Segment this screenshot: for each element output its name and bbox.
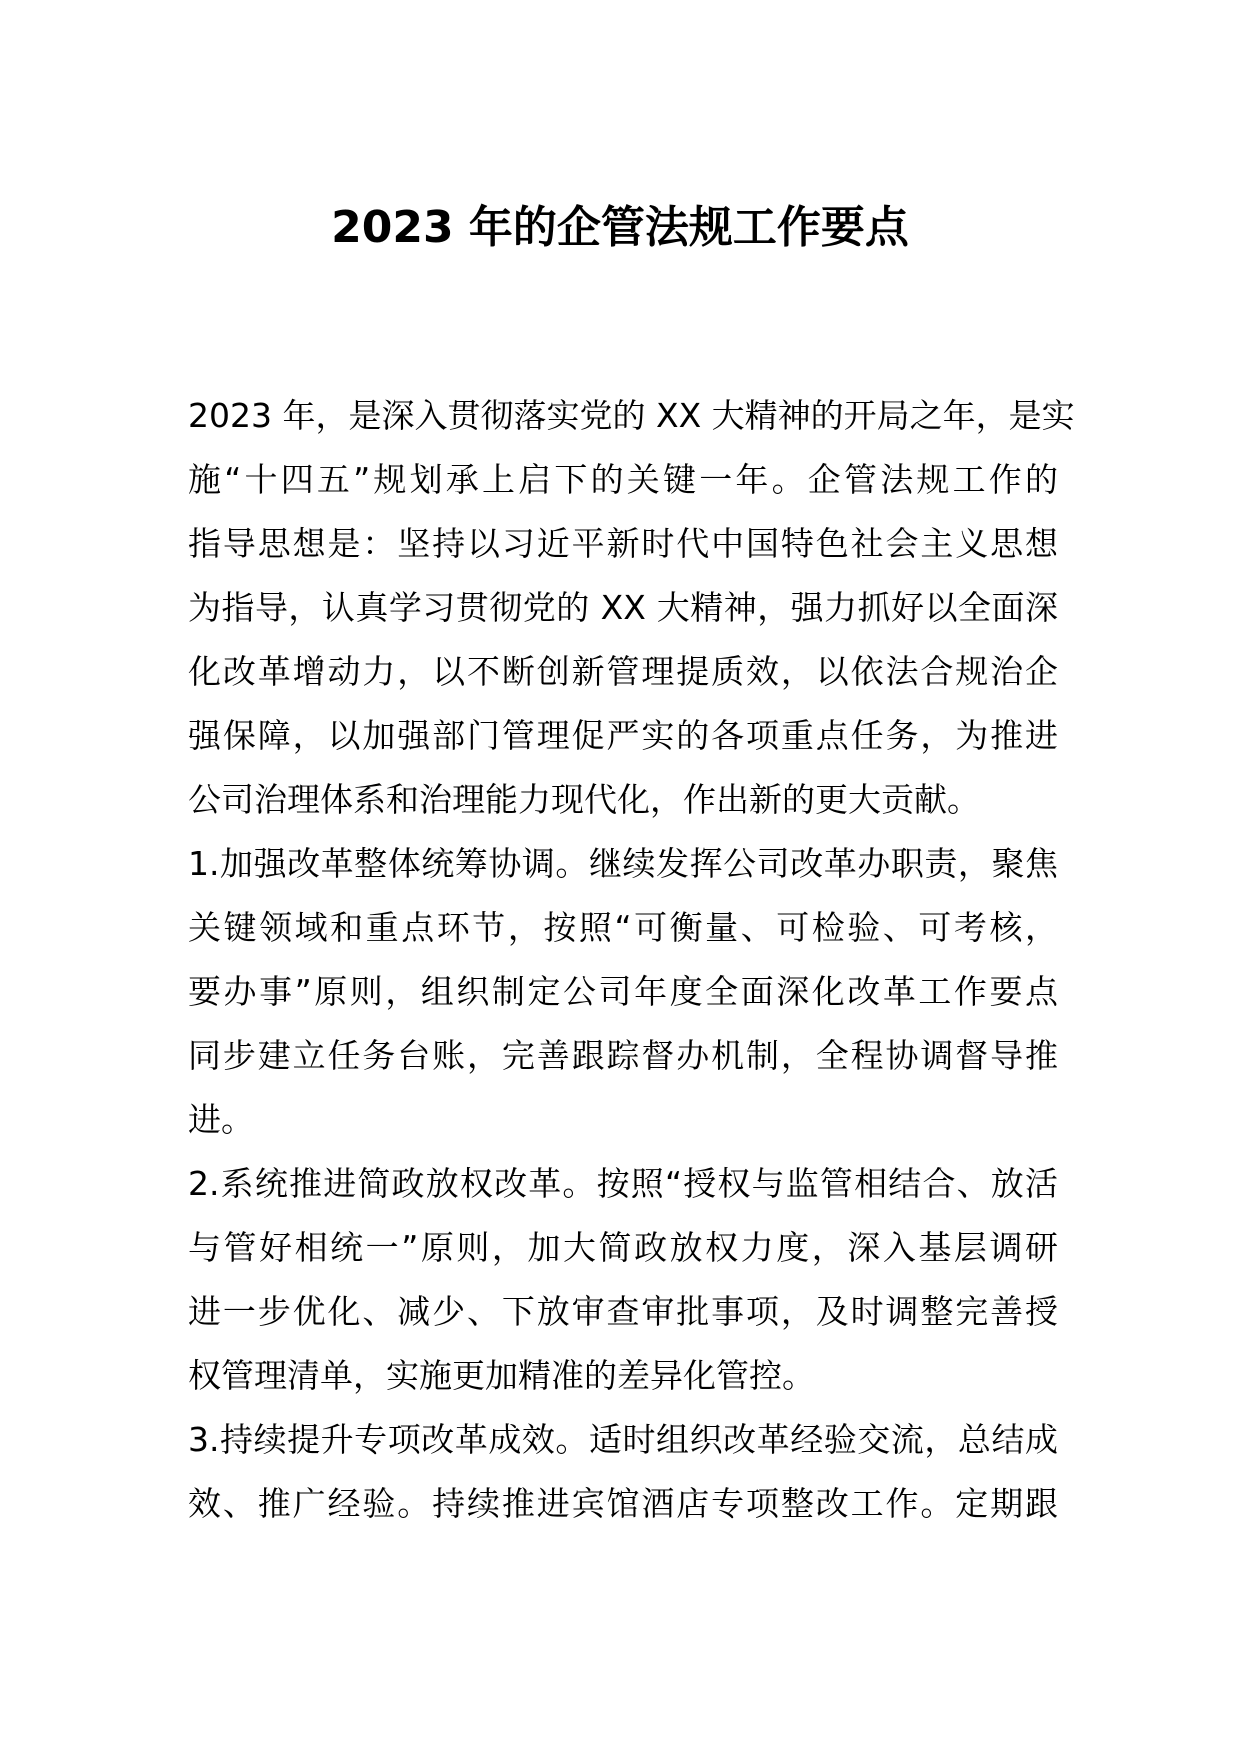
body-line: 施“十四五”规划承上启下的关键一年。企管法规工作的 <box>188 460 1058 499</box>
body-line: 要办事”原则，组织制定公司年度全面深化改革工作要点 <box>188 972 1058 1011</box>
body-line: 指导思想是：坚持以习近平新时代中国特色社会主义思想 <box>188 524 1058 563</box>
body-line: 化改革增动力，以不断创新管理提质效，以依法合规治企 <box>188 652 1058 691</box>
body-line: 1.加强改革整体统筹协调。继续发挥公司改革办职责，聚焦 <box>188 844 1058 883</box>
body-line: 2023 年，是深入贯彻落实党的 XX 大精神的开局之年，是实 <box>188 396 1075 435</box>
body-line: 进。 <box>188 1100 254 1139</box>
body-line: 为指导，认真学习贯彻党的 XX 大精神，强力抓好以全面深 <box>188 588 1058 627</box>
body-line: 进一步优化、减少、下放审查审批事项，及时调整完善授 <box>188 1292 1058 1331</box>
body-line: 2.系统推进简政放权改革。按照“授权与监管相结合、放活 <box>188 1164 1058 1203</box>
document-title: 2023 年的企管法规工作要点 <box>331 202 909 253</box>
body-line: 权管理清单，实施更加精准的差异化管控。 <box>188 1356 815 1395</box>
body-line: 公司治理体系和治理能力现代化，作出新的更大贡献。 <box>188 780 980 819</box>
body-line: 3.持续提升专项改革成效。适时组织改革经验交流，总结成 <box>188 1420 1058 1459</box>
body-line: 同步建立任务台账，完善跟踪督办机制，全程协调督导推 <box>188 1036 1058 1075</box>
document-body <box>188 384 1075 1536</box>
body-line: 效、推广经验。持续推进宾馆酒店专项整改工作。定期跟 <box>188 1484 1058 1523</box>
body-line: 强保障，以加强部门管理促严实的各项重点任务，为推进 <box>188 716 1058 755</box>
body-line: 与管好相统一”原则，加大简政放权力度，深入基层调研 <box>188 1228 1058 1267</box>
body-line: 关键领域和重点环节，按照“可衡量、可检验、可考核， <box>188 908 1058 947</box>
